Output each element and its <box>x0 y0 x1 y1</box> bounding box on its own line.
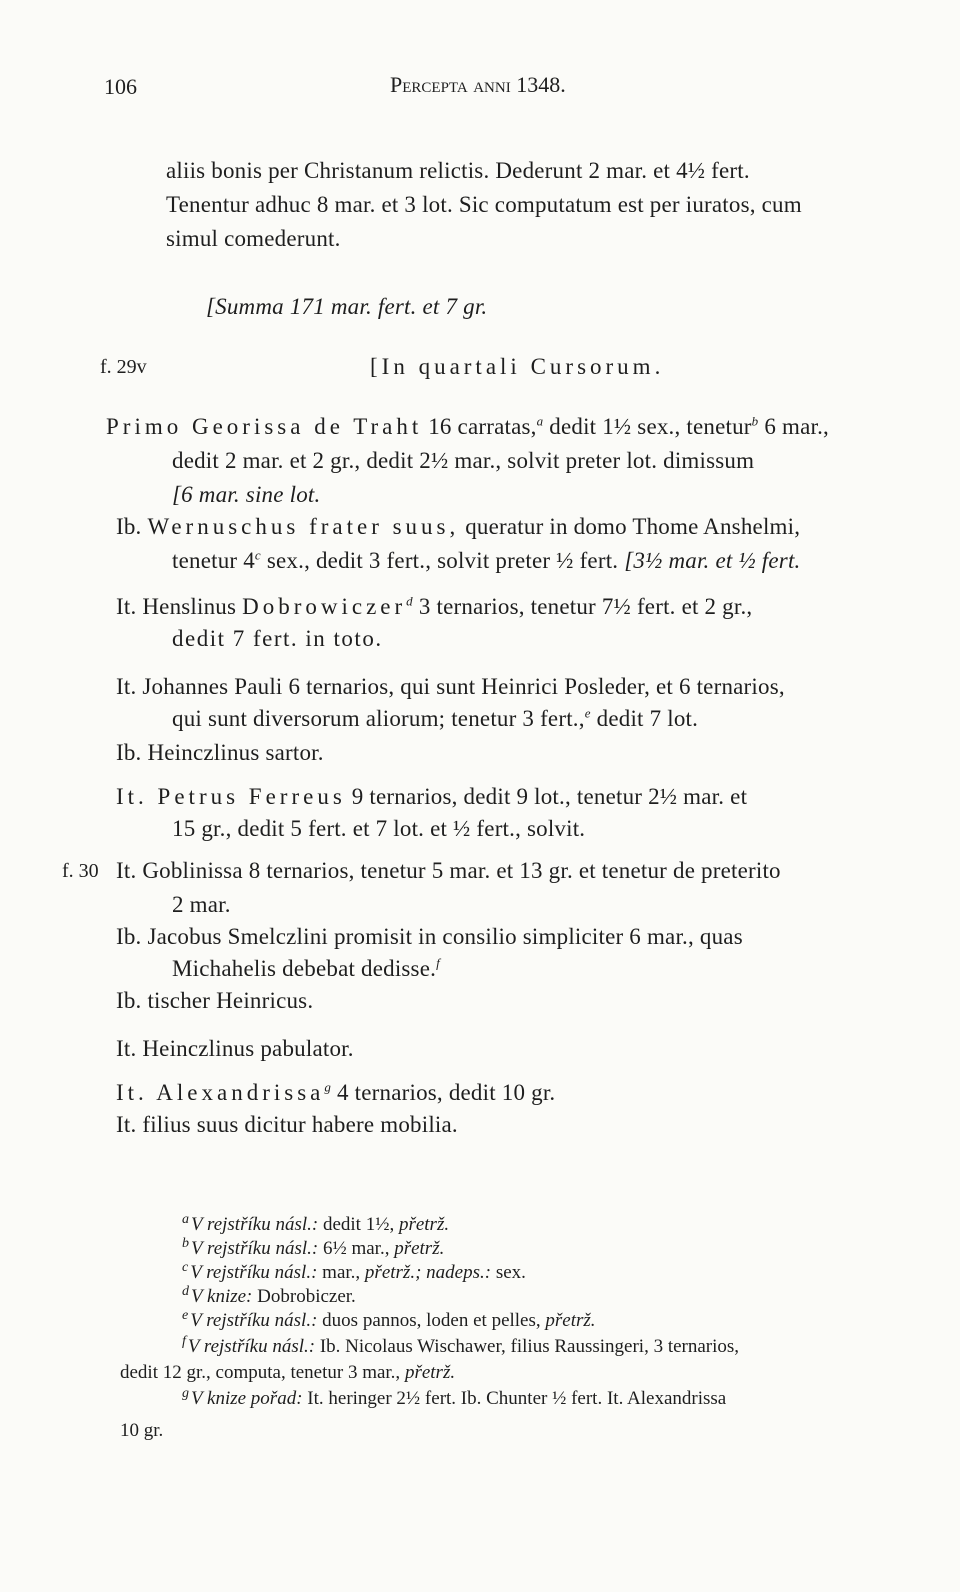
text-line <box>172 956 440 982</box>
text-line <box>172 548 801 574</box>
text-span: sex., dedit 3 fert., solvit preter ½ fert. <box>260 548 625 573</box>
footnote <box>182 1333 740 1358</box>
footnote-text: mar., <box>317 1262 365 1283</box>
text-line <box>116 594 752 620</box>
footnote-ref: e <box>584 705 591 721</box>
text-line: It. filius suus dicitur habere mobilia. <box>116 1112 458 1137</box>
footnote-text: dedit 1½, <box>318 1214 399 1235</box>
name-spaced: It. Petrus Ferreus <box>116 784 346 809</box>
footnote-ref: c <box>254 547 261 563</box>
text-span: tenetur 4 <box>172 548 255 573</box>
footnote-text: It. heringer 2½ fert. Ib. Chunter ½ fert. It. Alexandrissa <box>302 1388 727 1409</box>
footnote-mark: a <box>182 1211 189 1227</box>
footnote-tail: přetrž. <box>398 1214 450 1235</box>
text-line: 2 mar. <box>172 892 231 917</box>
text-line <box>116 784 747 810</box>
folio-margin-note: f. 30 <box>62 860 99 882</box>
footnote <box>182 1385 727 1410</box>
name-spaced: It. Alexandrissa <box>116 1080 325 1105</box>
text-span: Ib. <box>116 514 148 539</box>
name-spaced: Dobrowiczer <box>242 594 407 619</box>
footnote-mark: f <box>182 1333 186 1349</box>
text-line: It. Johannes Pauli 6 ternarios, qui sunt Heinrici Posleder, et 6 ternarios, <box>116 674 785 699</box>
footnote-text: 6½ mar., <box>318 1238 395 1259</box>
page-number: 106 <box>104 74 137 99</box>
footnote-tail: přetrž. <box>404 1362 456 1383</box>
footnote-source: V rejstříku násl.: <box>190 1310 318 1331</box>
text-line: aliis bonis per Christanum relictis. Dederunt 2 mar. et 4½ fert. <box>166 158 750 183</box>
text-line: It. Goblinissa 8 ternarios, tenetur 5 mar. et 13 gr. et tenetur de preterito <box>116 858 781 883</box>
footnote-continuation <box>120 1362 455 1384</box>
footnote <box>182 1307 596 1332</box>
footnote-text: Ib. Nicolaus Wischawer, filius Raussingeri, 3 ternarios, <box>315 1336 740 1357</box>
text-line <box>106 414 829 440</box>
footnote-source: V rejstříku násl.: <box>191 1214 319 1235</box>
text-span: It. Henslinus <box>116 594 243 619</box>
text-span: dedit 7 lot. <box>590 706 699 731</box>
footnote-mark: b <box>182 1235 189 1251</box>
footnote-source: V rejstříku násl.: <box>187 1336 316 1357</box>
footnote-mark: g <box>182 1385 189 1401</box>
name-spaced: Primo Georissa de Traht <box>106 414 423 439</box>
footnote-text: duos pannos, loden et pelles, <box>317 1310 546 1331</box>
text-line: 15 gr., dedit 5 fert. et 7 lot. et ½ fert., solvit. <box>172 816 586 841</box>
footnote <box>182 1211 450 1236</box>
footnote-ref: f <box>436 955 440 971</box>
footnote-mark: c <box>182 1259 189 1275</box>
text-line: dedit 2 mar. et 2 gr., dedit 2½ mar., solvit preter lot. dimissum <box>172 448 755 473</box>
text-span: queratur in domo Thome Anshelmi, <box>459 514 801 539</box>
text-line: Ib. Heinczlinus sartor. <box>116 740 324 765</box>
footnote-text: Dobrobiczer. <box>252 1286 356 1307</box>
footnote-ref: b <box>751 413 759 429</box>
text-line: Ib. Jacobus Smelczlini promisit in consilio simpliciter 6 mar., quas <box>116 924 743 949</box>
footnote-source: V knize pořad: <box>191 1388 303 1409</box>
footnote-source: V knize: <box>191 1286 253 1307</box>
footnote-continuation <box>120 1420 163 1442</box>
footnote <box>182 1235 445 1260</box>
section-heading: [In quartali Cursorum. <box>370 354 665 379</box>
text-line <box>116 1080 555 1106</box>
footnote <box>182 1283 356 1308</box>
text-span: 9 ternarios, dedit 9 lot., tenetur 2½ mar. et <box>345 784 748 809</box>
footnote-text: sex. <box>491 1262 526 1283</box>
text-span: [3½ mar. et ½ fert. <box>624 548 801 573</box>
name-spaced: Wernuschus frater suus, <box>147 514 460 539</box>
footnote-ref: d <box>406 593 413 609</box>
footnote-ref: a <box>536 413 544 429</box>
text-line: It. Heinczlinus pabulator. <box>116 1036 354 1061</box>
footnote-source: V rejstříku násl.: <box>191 1238 319 1259</box>
text-span: Michahelis debebat dedisse. <box>172 956 437 981</box>
footnote-text: 10 gr. <box>120 1420 164 1441</box>
footnote-ref: g <box>324 1079 332 1095</box>
text-line: dedit 7 fert. in toto. <box>172 626 383 651</box>
summa-line: [Summa 171 mar. fert. et 7 gr. <box>206 294 488 319</box>
folio-margin-note: f. 29v <box>100 356 147 378</box>
footnote-tail: přetrž. <box>394 1238 445 1259</box>
text-span: 16 carratas, <box>428 414 537 439</box>
text-line <box>172 706 698 732</box>
text-line: [6 mar. sine lot. <box>172 482 321 507</box>
text-line: Ib. tischer Heinricus. <box>116 988 314 1013</box>
running-title: Percepta anni 1348. <box>390 72 566 97</box>
text-line <box>116 514 800 540</box>
footnote-mark: e <box>182 1307 189 1323</box>
footnote-source: V rejstříku násl.: <box>190 1262 318 1283</box>
footnote-tail: přetrž.; nadeps.: <box>364 1262 492 1283</box>
footnote <box>182 1259 526 1284</box>
footnote-tail: přetrž. <box>545 1310 596 1331</box>
text-span: 3 ternarios, tenetur 7½ fert. et 2 gr., <box>412 594 753 619</box>
text-span: 4 ternarios, dedit 10 gr. <box>331 1080 556 1105</box>
text-span: 6 mar., <box>758 414 829 439</box>
footnote-mark: d <box>182 1283 189 1299</box>
text-line: simul comederunt. <box>166 226 341 251</box>
text-span: dedit 1½ sex., tenetur <box>543 414 752 439</box>
text-line: Tenentur adhuc 8 mar. et 3 lot. Sic computatum est per iuratos, cum <box>166 192 802 217</box>
text-span: qui sunt diversorum aliorum; tenetur 3 fert., <box>172 706 585 731</box>
footnote-text: dedit 12 gr., computa, tenetur 3 mar., <box>120 1362 405 1383</box>
